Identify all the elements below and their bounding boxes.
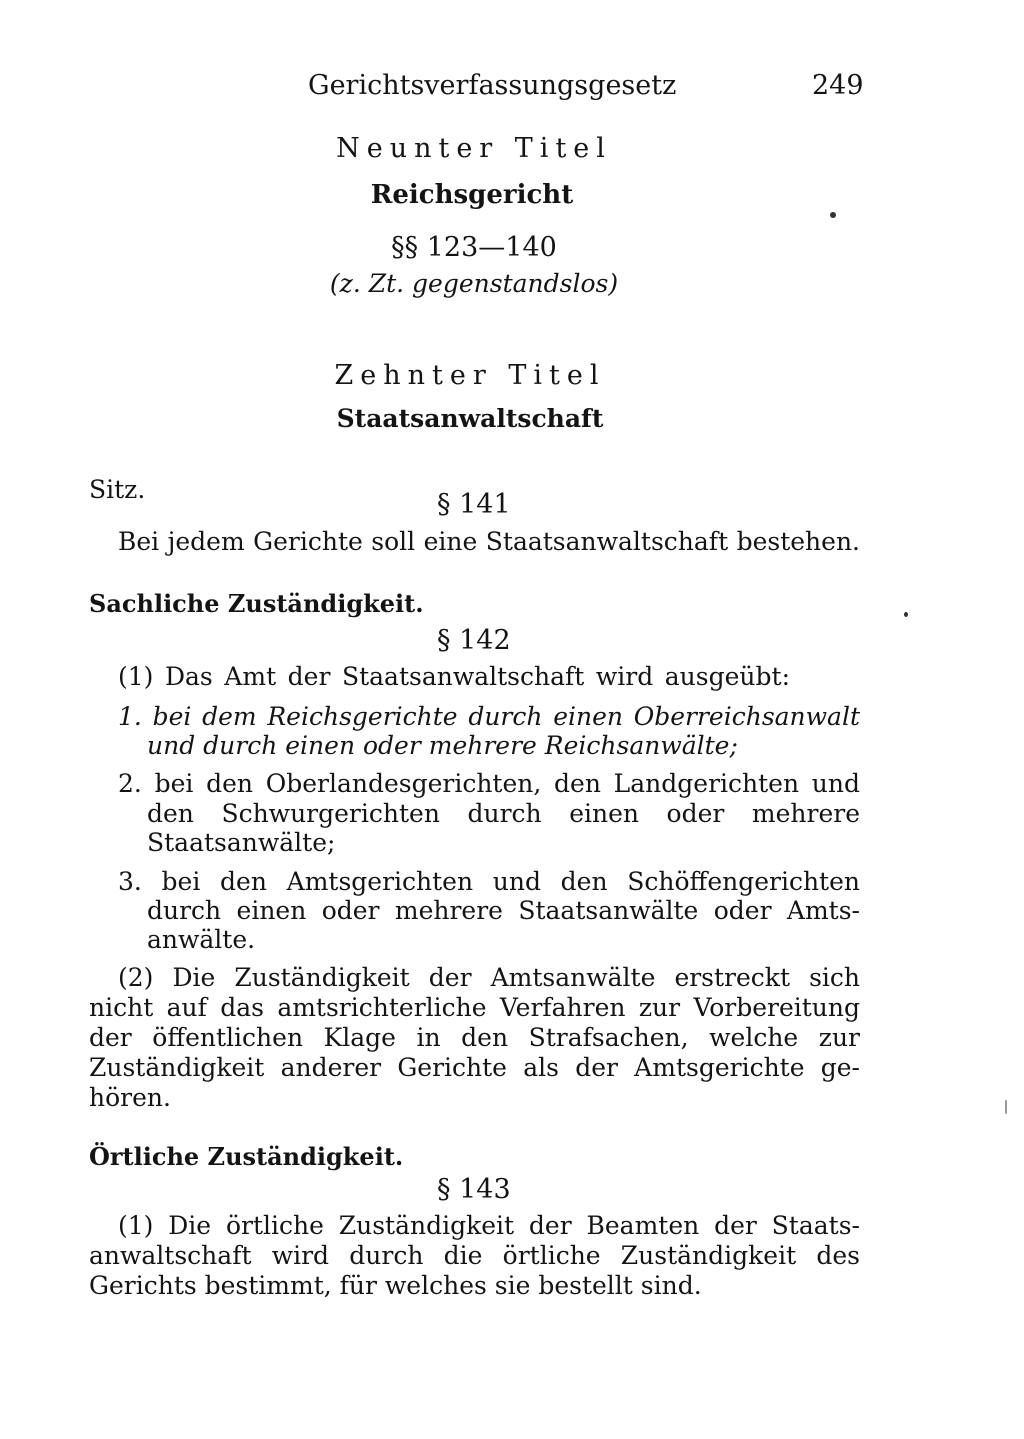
section-142-line: hören. (89, 1083, 171, 1112)
side-heading-oertliche: Örtliche Zuständigkeit. (89, 1142, 404, 1171)
title-10-label: Zehnter Titel (334, 360, 606, 391)
title-9-label: Neunter Titel (336, 133, 612, 164)
section-143-number: § 143 (437, 1174, 511, 1205)
page-number: 249 (812, 70, 864, 101)
section-143-line: (1) Die örtliche Zuständigkeit der Beamten der Staats- (118, 1211, 860, 1240)
section-143-line: Gerichts bestimmt, für welches sie bestellt sind. (89, 1271, 702, 1300)
section-range-note: (z. Zt. gegenstandslos) (329, 269, 619, 298)
section-range: §§ 123—140 (391, 232, 557, 263)
side-heading-sitz: Sitz. (89, 475, 146, 504)
section-142-line: der öffentlichen Klage in den Strafsachen, welche zur (89, 1023, 860, 1052)
print-speck (830, 212, 836, 218)
section-142-line: (1) Das Amt der Staatsanwaltschaft wird ausgeübt: (118, 662, 790, 691)
section-142-line: den Schwurgerichten durch einen oder mehrere (147, 799, 860, 828)
section-142-line: 1. bei dem Reichsgerichte durch einen Oberreichsanwalt (118, 702, 860, 731)
section-142-line: (2) Die Zuständigkeit der Amtsanwälte erstreckt sich (118, 963, 860, 992)
section-142-line: durch einen oder mehrere Staatsanwälte oder Amts- (147, 896, 860, 925)
section-142-number: § 142 (437, 625, 511, 656)
title-9-name: Reichsgericht (370, 180, 574, 210)
running-head: Gerichtsverfassungsgesetz (308, 70, 677, 101)
section-142-line: anwälte. (147, 925, 256, 954)
print-speck (1005, 1100, 1007, 1114)
section-142-line: Zuständigkeit anderer Gerichte als der Amtsgerichte ge- (89, 1053, 860, 1082)
print-speck (904, 612, 908, 617)
section-142-line: 3. bei den Amtsgerichten und den Schöffengerichten (118, 867, 860, 896)
section-142-line: Staatsanwälte; (147, 828, 336, 857)
section-141-text: Bei jedem Gerichte soll eine Staatsanwaltschaft bestehen. (118, 527, 860, 556)
title-10-name: Staatsanwaltschaft (336, 404, 604, 433)
section-143-line: anwaltschaft wird durch die örtliche Zuständigkeit des (89, 1241, 860, 1270)
side-heading-sachliche: Sachliche Zuständigkeit. (89, 589, 424, 618)
section-142-line: 2. bei den Oberlandesgerichten, den Landgerichten und (118, 769, 860, 798)
section-141-number: § 141 (437, 489, 511, 520)
section-142-line: und durch einen oder mehrere Reichsanwälte; (147, 731, 738, 760)
section-142-line: nicht auf das amtsrichterliche Verfahren zur Vorbereitung (89, 993, 860, 1022)
